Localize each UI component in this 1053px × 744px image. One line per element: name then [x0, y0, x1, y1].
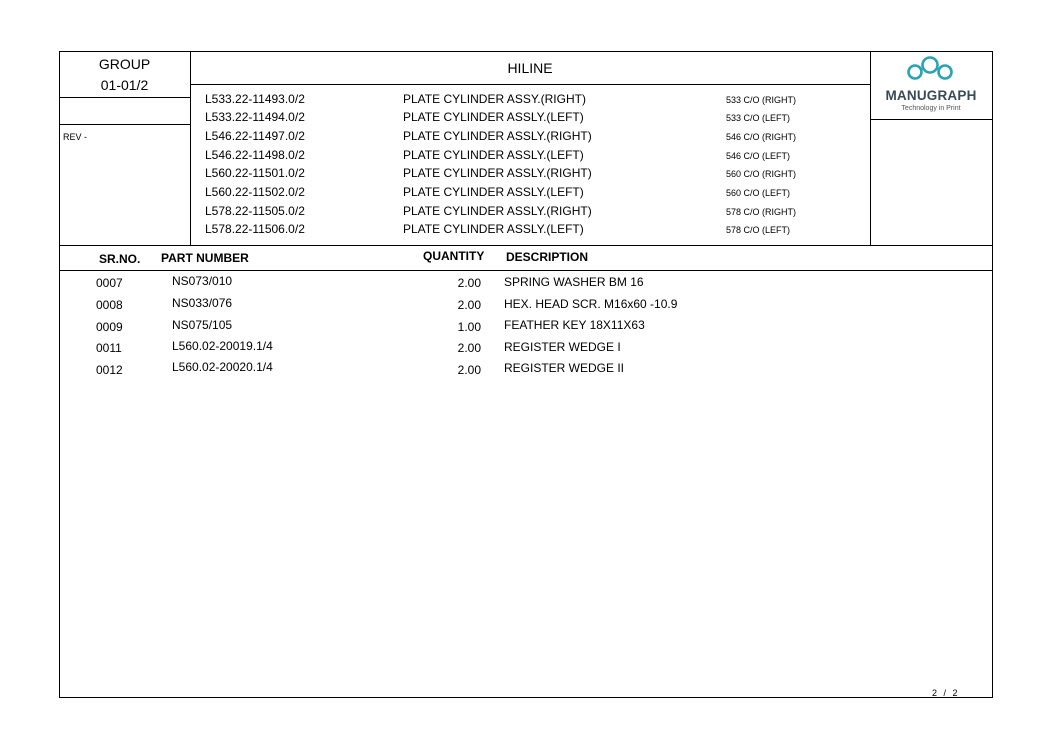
assembly-code: L578.22-11505.0/2 — [205, 204, 305, 218]
assembly-code: L560.22-11501.0/2 — [205, 166, 305, 180]
divider — [190, 51, 191, 245]
row-description: REGISTER WEDGE I — [504, 340, 621, 354]
assembly-changeover: 533 C/O (LEFT) — [726, 113, 791, 123]
divider — [59, 124, 190, 125]
assembly-description: PLATE CYLINDER ASSLY.(LEFT) — [403, 185, 584, 199]
row-part-number: NS033/076 — [172, 296, 233, 310]
column-header-description: DESCRIPTION — [506, 250, 589, 264]
assembly-changeover: 578 C/O (LEFT) — [726, 225, 791, 235]
assembly-description: PLATE CYLINDER ASSLY.(RIGHT) — [403, 166, 592, 180]
assembly-code: L560.22-11502.0/2 — [205, 185, 305, 199]
row-description: HEX. HEAD SCR. M16x60 -10.9 — [504, 297, 678, 311]
assembly-description: PLATE CYLINDER ASSLY.(RIGHT) — [403, 129, 592, 143]
row-part-number: L560.02-20019.1/4 — [172, 339, 273, 353]
logo-rings-icon — [871, 53, 991, 87]
row-sr-no: 0008 — [96, 298, 123, 312]
row-sr-no: 0007 — [96, 276, 123, 290]
revision-label: REV - — [63, 132, 88, 142]
logo-tagline: Technology in Print — [901, 105, 961, 112]
assembly-description: PLATE CYLINDER ASSLY.(LEFT) — [403, 222, 584, 236]
divider — [190, 84, 870, 85]
column-header-part-number: PART NUMBER — [161, 251, 249, 265]
assembly-code: L546.22-11498.0/2 — [205, 148, 305, 162]
assembly-changeover: 533 C/O (RIGHT) — [726, 95, 797, 105]
group-label: GROUP — [98, 56, 151, 72]
row-quantity: 2.00 — [457, 298, 481, 312]
assembly-description: PLATE CYLINDER ASSLY.(LEFT) — [403, 110, 584, 124]
assembly-description: PLATE CYLINDER ASSLY.(LEFT) — [403, 148, 584, 162]
assembly-code: L533.22-11494.0/2 — [205, 110, 305, 124]
page-title: HILINE — [507, 60, 553, 76]
row-quantity: 2.00 — [457, 363, 481, 377]
assembly-changeover: 560 C/O (LEFT) — [726, 188, 791, 198]
group-code: 01-01/2 — [100, 77, 149, 93]
column-header-quantity: QUANTITY — [423, 249, 485, 263]
assembly-changeover: 578 C/O (RIGHT) — [726, 207, 797, 217]
assembly-description: PLATE CYLINDER ASSLY.(RIGHT) — [403, 204, 592, 218]
divider — [870, 119, 993, 120]
divider — [59, 245, 993, 246]
row-part-number: NS073/010 — [172, 274, 233, 288]
assembly-description: PLATE CYLINDER ASSY.(RIGHT) — [403, 92, 586, 106]
row-quantity: 2.00 — [457, 341, 481, 355]
row-sr-no: 0011 — [96, 341, 122, 355]
logo-wordmark: MANUGRAPH — [885, 88, 977, 103]
divider — [59, 270, 993, 271]
row-part-number: NS075/105 — [172, 318, 233, 332]
row-sr-no: 0009 — [96, 320, 123, 334]
row-description: SPRING WASHER BM 16 — [504, 275, 644, 289]
row-description: REGISTER WEDGE II — [504, 361, 625, 375]
row-description: FEATHER KEY 18X11X63 — [504, 318, 645, 332]
company-logo — [871, 53, 991, 119]
row-sr-no: 0012 — [96, 363, 123, 377]
assembly-changeover: 560 C/O (RIGHT) — [726, 169, 797, 179]
row-quantity: 2.00 — [457, 276, 481, 290]
assembly-changeover: 546 C/O (LEFT) — [726, 151, 791, 161]
assembly-code: L578.22-11506.0/2 — [205, 222, 305, 236]
assembly-code: L546.22-11497.0/2 — [205, 129, 305, 143]
assembly-changeover: 546 C/O (RIGHT) — [726, 132, 797, 142]
page-number: 2 / 2 — [932, 688, 959, 698]
row-part-number: L560.02-20020.1/4 — [172, 360, 273, 374]
divider — [59, 97, 190, 98]
row-quantity: 1.00 — [457, 320, 481, 334]
assembly-code: L533.22-11493.0/2 — [205, 92, 305, 106]
column-header-sr-no: SR.NO. — [99, 252, 141, 266]
